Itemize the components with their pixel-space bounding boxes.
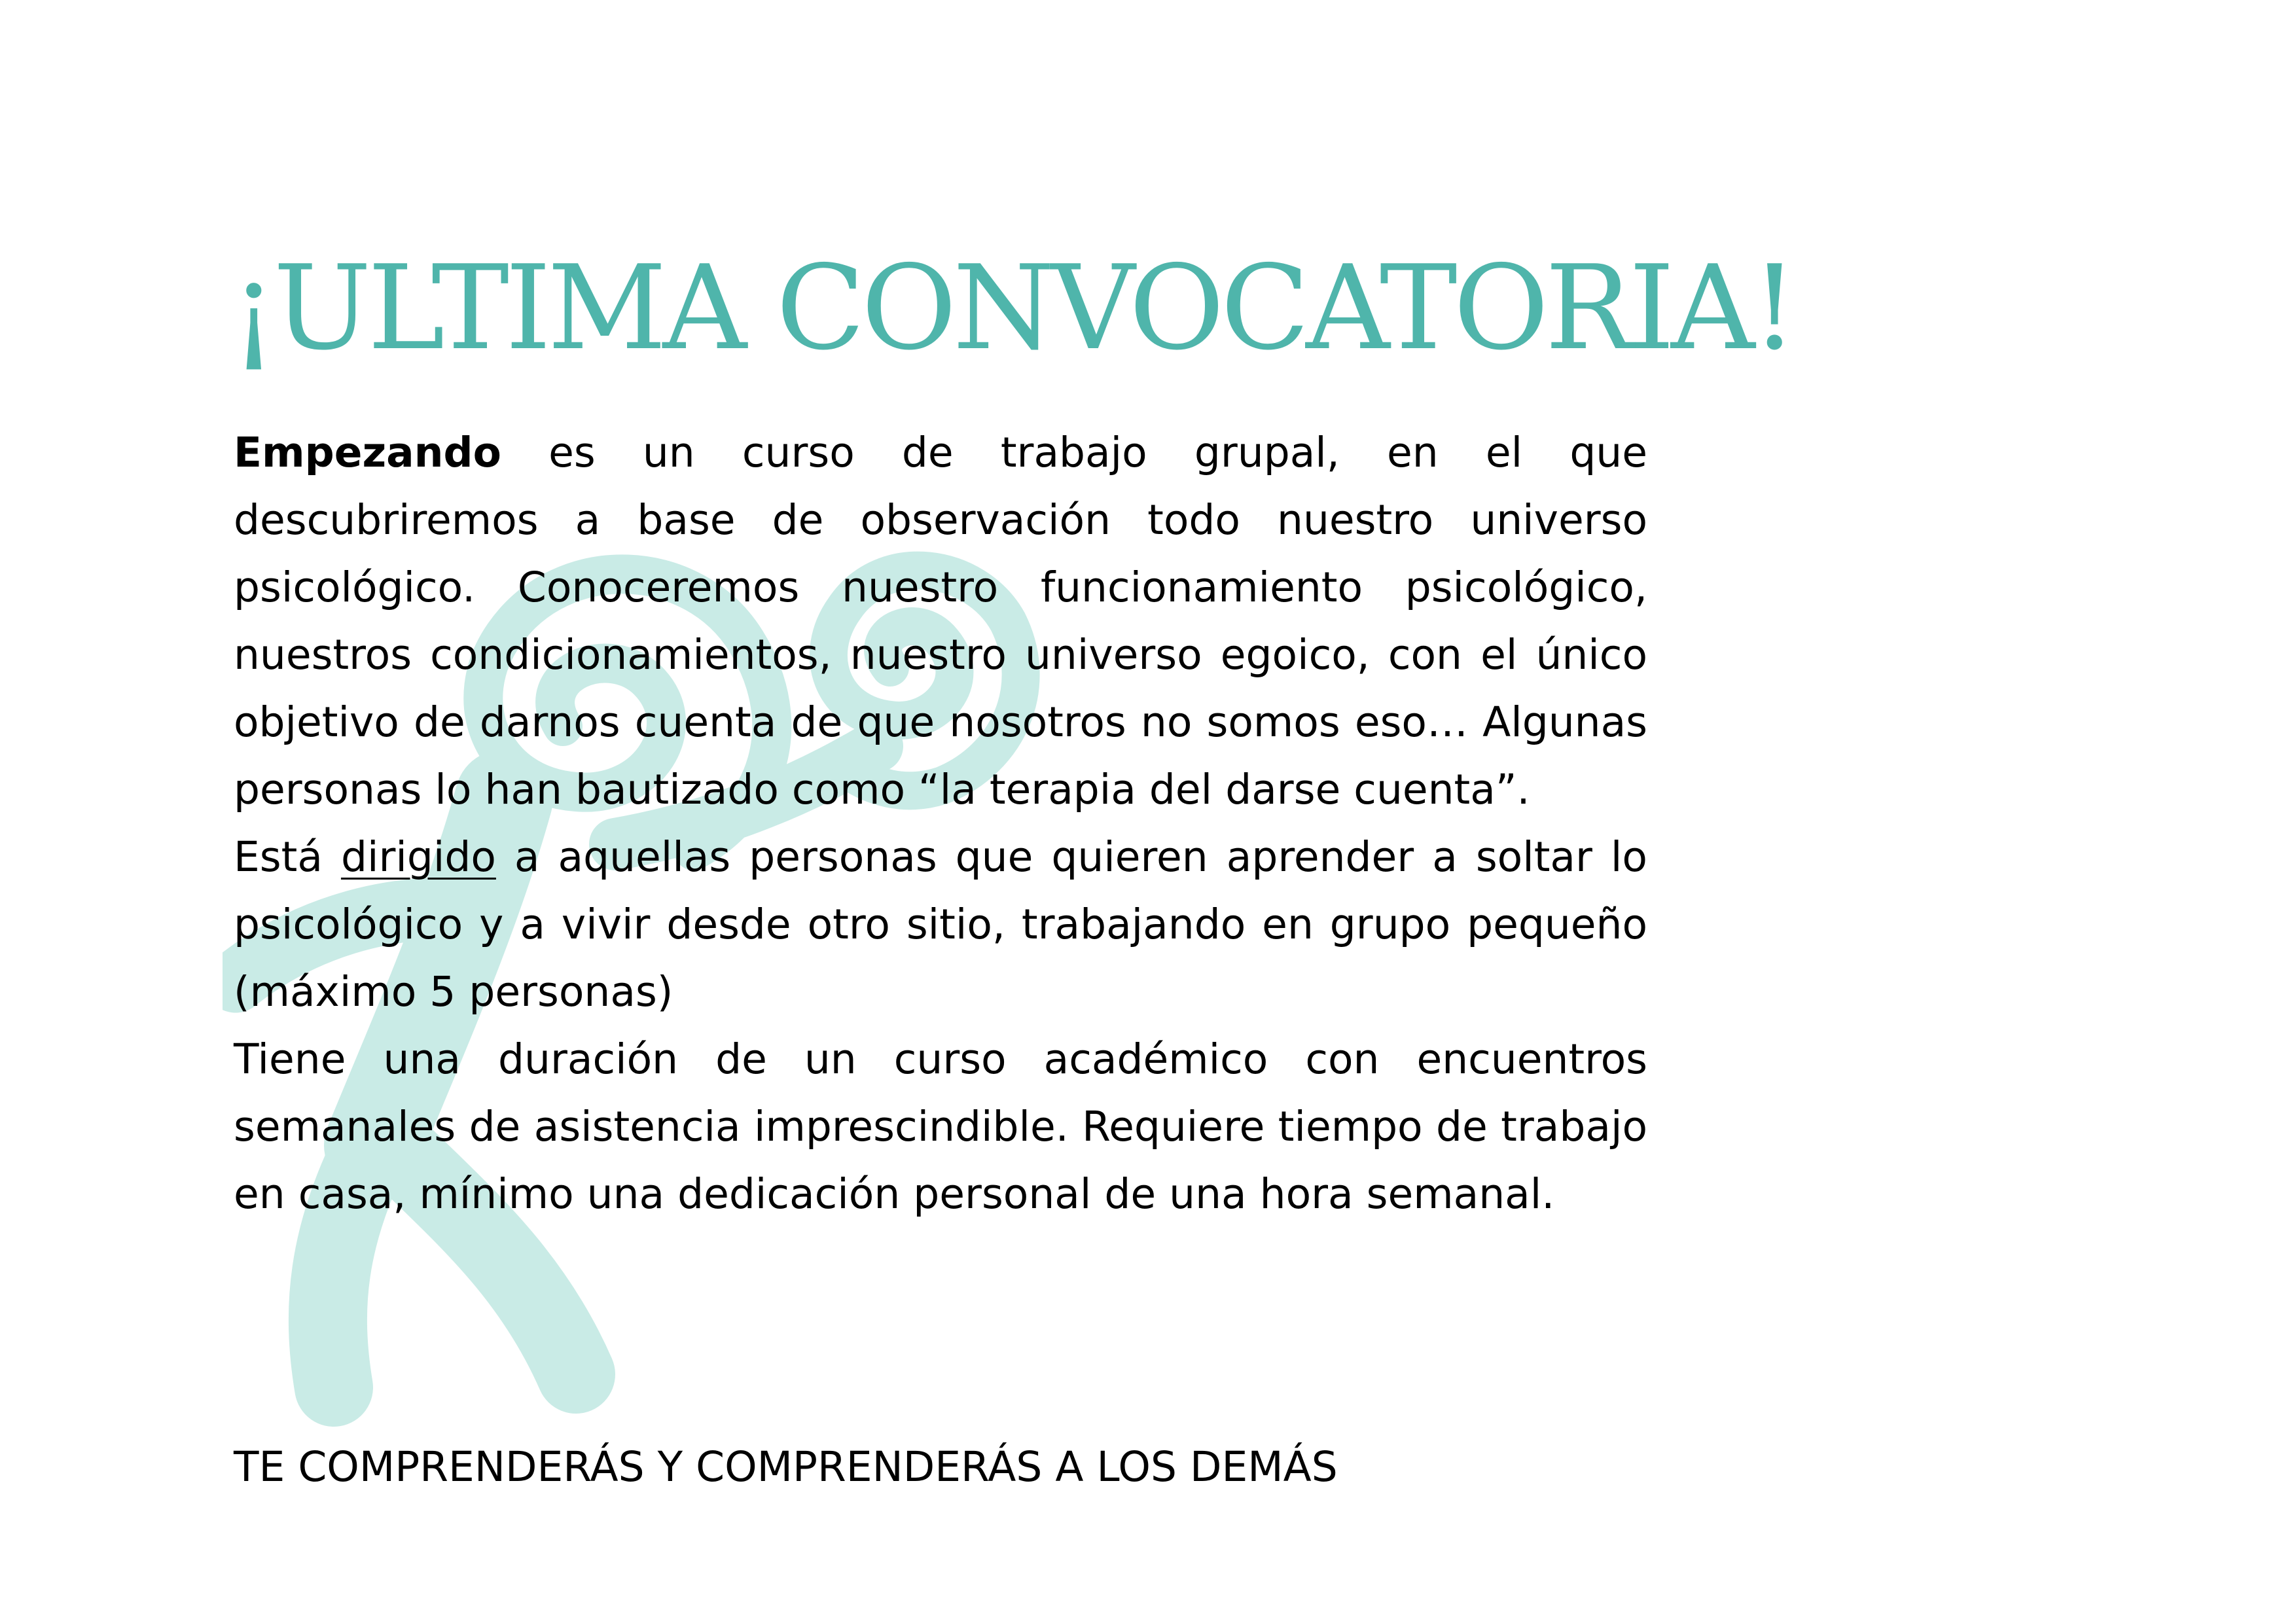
page-title: ¡ULTIMA CONVOCATORIA! xyxy=(230,240,1794,376)
audience-paragraph xyxy=(234,823,1647,1026)
intro-text: es un curso de trabajo grupal, en el que descubriremos a base de observación todo nuestro universo psicológico. Conoceremos nuestro funcionamiento psicológico, nuestros condicionamientos, nuestro universo egoico, con el único objetivo de darnos cuenta de que nosotros no somos eso… Algunas personas lo han bautizado como “la terapia del darse cuenta”. xyxy=(234,429,1647,813)
audience-prefix: Está xyxy=(234,833,341,881)
closing-slogan: TE COMPRENDERÁS Y COMPRENDERÁS A LOS DEMÁS xyxy=(234,1443,1338,1491)
duration-paragraph: Tiene una duración de un curso académico con encuentros semanales de asistencia imprescindible. Requiere tiempo de trabajo en casa, mínimo una dedicación personal de una hora semanal. xyxy=(234,1035,1647,1218)
intro-paragraph xyxy=(234,419,1647,823)
course-name: Empezando xyxy=(234,429,501,476)
audience-text: a aquellas personas que quieren aprender a soltar lo psicológico y a vivir desde otro sitio, trabajando en grupo pequeño (máximo 5 personas) xyxy=(234,833,1647,1016)
course-description xyxy=(234,419,1647,1228)
audience-underlined-word: dirigido xyxy=(340,833,496,881)
